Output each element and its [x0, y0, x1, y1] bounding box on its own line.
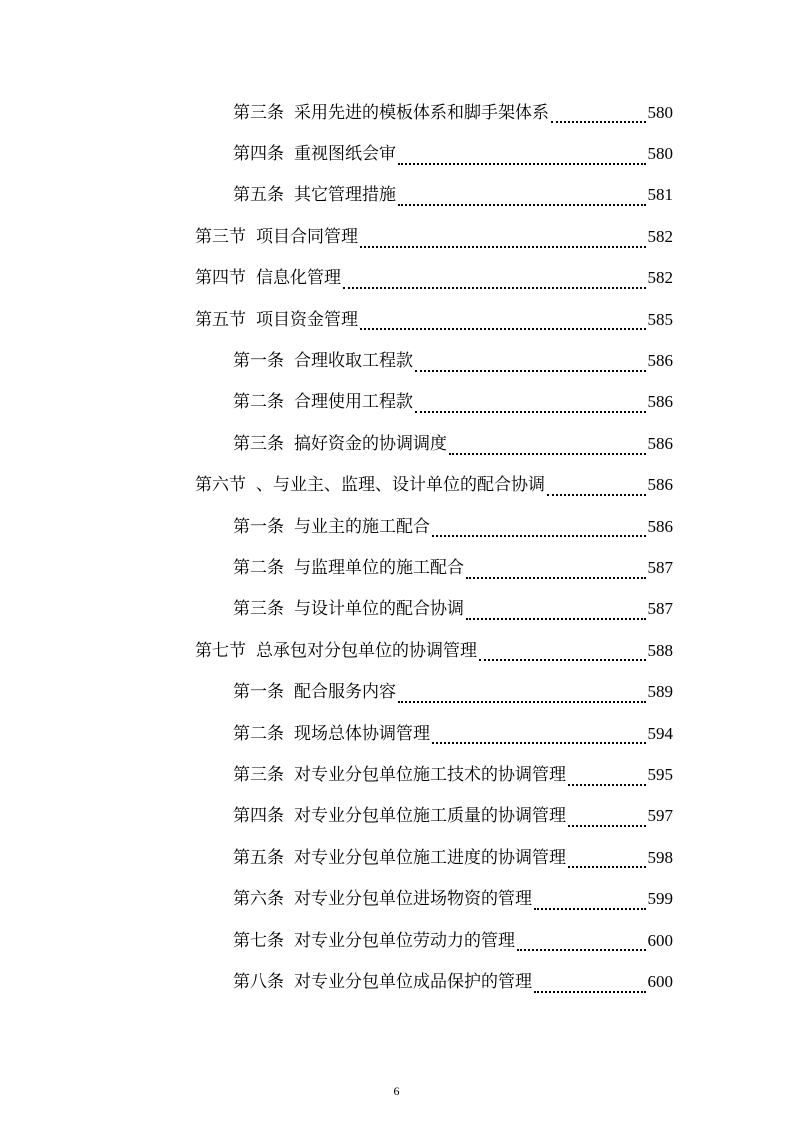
toc-entry-title: 对专业分包单位施工技术的协调管理	[294, 764, 566, 785]
toc-entry-number: 第四节	[195, 268, 246, 289]
toc-entry-number: 第五条	[233, 847, 284, 868]
toc-dot-leader	[415, 411, 646, 413]
toc-entry-number: 第二条	[233, 723, 284, 744]
toc-entry[interactable]	[0, 713, 673, 754]
toc-entry-title: 信息化管理	[256, 268, 341, 289]
toc-dot-leader	[466, 577, 646, 579]
toc-entry-page: 595	[647, 764, 673, 784]
toc-entry-title: 总承包对分包单位的协调管理	[256, 640, 477, 661]
toc-dot-leader	[449, 453, 646, 455]
toc-dot-leader	[534, 908, 646, 910]
toc-dot-leader	[568, 866, 646, 868]
toc-entry-title: 重视图纸会审	[294, 144, 396, 165]
toc-entry-label	[233, 349, 413, 373]
toc-entry-number: 第五条	[233, 185, 284, 206]
toc-entry-page: 597	[647, 806, 673, 826]
toc-entry-title: 、与业主、监理、设计单位的配合协调	[256, 475, 545, 496]
toc-entry[interactable]	[0, 133, 673, 174]
toc-entry-label	[195, 473, 545, 497]
toc-entry[interactable]	[0, 340, 673, 381]
toc-dot-leader	[432, 742, 646, 744]
toc-entry[interactable]	[0, 837, 673, 878]
toc-dot-leader	[432, 535, 646, 537]
toc-entry[interactable]	[0, 216, 673, 257]
toc-entry-number: 第三条	[233, 599, 284, 620]
toc-entry-title: 合理使用工程款	[294, 392, 413, 413]
toc-entry-page: 600	[647, 971, 673, 991]
toc-entry-title: 对专业分包单位施工进度的协调管理	[294, 847, 566, 868]
toc-entry-label	[233, 763, 566, 787]
toc-entry-page: 598	[647, 847, 673, 867]
toc-entry[interactable]	[0, 630, 673, 671]
toc-entry-page: 586	[647, 392, 673, 412]
toc-dot-leader	[343, 287, 646, 289]
toc-entry-page: 599	[647, 889, 673, 909]
toc-entry-label	[195, 266, 341, 290]
toc-entry[interactable]	[0, 175, 673, 216]
toc-entry-number: 第六节	[195, 475, 246, 496]
toc-dot-leader	[360, 246, 646, 248]
toc-dot-leader	[466, 618, 646, 620]
toc-entry-number: 第三节	[195, 226, 246, 247]
toc-entry-page: 594	[647, 723, 673, 743]
toc-entry-number: 第四条	[233, 806, 284, 827]
toc-entry-page: 587	[647, 557, 673, 577]
page-number: 6	[393, 1084, 400, 1098]
toc-entry-title: 现场总体协调管理	[294, 723, 430, 744]
toc-entry[interactable]	[0, 299, 673, 340]
toc-entry-number: 第三条	[233, 764, 284, 785]
toc-entry-title: 对专业分包单位劳动力的管理	[294, 930, 515, 951]
toc-entry-label	[195, 308, 358, 332]
toc-entry-number: 第四条	[233, 144, 284, 165]
toc-entry-label	[233, 722, 430, 746]
toc-entry-title: 其它管理措施	[294, 185, 396, 206]
toc-entry[interactable]	[0, 382, 673, 423]
toc-entry-label	[233, 390, 413, 414]
toc-entry-title: 与监理单位的施工配合	[294, 557, 464, 578]
toc-entry-page: 586	[647, 516, 673, 536]
toc-entry[interactable]	[0, 92, 673, 133]
toc-entry-number: 第七节	[195, 640, 246, 661]
toc-dot-leader	[479, 659, 646, 661]
toc-entry-title: 采用先进的模板体系和脚手架体系	[294, 102, 549, 123]
toc-entry-title: 配合服务内容	[294, 682, 396, 703]
toc-entry-label	[233, 183, 396, 207]
toc-dot-leader	[398, 204, 646, 206]
toc-entry-number: 第三条	[233, 433, 284, 454]
toc-entry-title: 项目资金管理	[256, 309, 358, 330]
table-of-contents	[0, 92, 793, 1003]
toc-entry-title: 合理收取工程款	[294, 351, 413, 372]
toc-entry[interactable]	[0, 465, 673, 506]
toc-entry-page: 580	[647, 144, 673, 164]
toc-entry[interactable]	[0, 878, 673, 919]
toc-entry-label	[233, 804, 566, 828]
toc-entry-title: 对专业分包单位成品保护的管理	[294, 971, 532, 992]
toc-entry-title: 对专业分包单位进场物资的管理	[294, 889, 532, 910]
toc-dot-leader	[568, 825, 646, 827]
toc-entry-label	[233, 929, 515, 953]
toc-entry-title: 项目合同管理	[256, 226, 358, 247]
toc-entry-page: 585	[647, 309, 673, 329]
toc-entry-page: 582	[647, 268, 673, 288]
toc-dot-leader	[360, 328, 646, 330]
toc-entry-number: 第一条	[233, 682, 284, 703]
toc-dot-leader	[534, 991, 646, 993]
toc-entry-page: 589	[647, 682, 673, 702]
toc-entry[interactable]	[0, 671, 673, 712]
toc-entry-page: 588	[647, 640, 673, 660]
toc-entry-label	[233, 101, 549, 125]
toc-dot-leader	[568, 784, 646, 786]
toc-entry-number: 第八条	[233, 971, 284, 992]
toc-entry-number: 第一条	[233, 516, 284, 537]
toc-entry-label	[233, 515, 430, 539]
toc-entry-page: 600	[647, 930, 673, 950]
toc-entry-page: 587	[647, 599, 673, 619]
toc-entry-number: 第三条	[233, 102, 284, 123]
toc-entry-number: 第七条	[233, 930, 284, 951]
toc-entry-title: 与业主的施工配合	[294, 516, 430, 537]
toc-entry-page: 581	[647, 185, 673, 205]
toc-entry[interactable]	[0, 796, 673, 837]
toc-entry[interactable]	[0, 754, 673, 795]
toc-entry-title: 与设计单位的配合协调	[294, 599, 464, 620]
toc-entry[interactable]	[0, 506, 673, 547]
toc-entry-page: 582	[647, 226, 673, 246]
toc-entry-label	[195, 225, 358, 249]
toc-entry[interactable]	[0, 589, 673, 630]
toc-dot-leader	[415, 370, 646, 372]
toc-entry-label	[233, 680, 396, 704]
toc-entry[interactable]	[0, 920, 673, 961]
toc-entry-label	[233, 970, 532, 994]
toc-entry-number: 第一条	[233, 351, 284, 372]
toc-entry-label	[233, 432, 447, 456]
toc-dot-leader	[547, 494, 646, 496]
toc-entry-number: 第二条	[233, 557, 284, 578]
toc-entry-title: 对专业分包单位施工质量的协调管理	[294, 806, 566, 827]
toc-dot-leader	[551, 121, 646, 123]
toc-entry-number: 第二条	[233, 392, 284, 413]
toc-entry-label	[233, 846, 566, 870]
toc-entry[interactable]	[0, 258, 673, 299]
toc-entry-page: 586	[647, 351, 673, 371]
toc-dot-leader	[398, 701, 646, 703]
toc-dot-leader	[517, 949, 646, 951]
toc-entry-page: 580	[647, 102, 673, 122]
toc-entry-number: 第六条	[233, 889, 284, 910]
toc-entry-label	[233, 556, 464, 580]
toc-entry-label	[233, 887, 532, 911]
toc-entry[interactable]	[0, 961, 673, 1002]
toc-entry-label	[195, 639, 477, 663]
toc-entry[interactable]	[0, 547, 673, 588]
toc-entry-label	[233, 597, 464, 621]
toc-entry[interactable]	[0, 423, 673, 464]
toc-entry-page: 586	[647, 475, 673, 495]
toc-entry-page: 586	[647, 433, 673, 453]
toc-entry-title: 搞好资金的协调调度	[294, 433, 447, 454]
toc-entry-label	[233, 142, 396, 166]
toc-dot-leader	[398, 163, 646, 165]
toc-entry-number: 第五节	[195, 309, 246, 330]
